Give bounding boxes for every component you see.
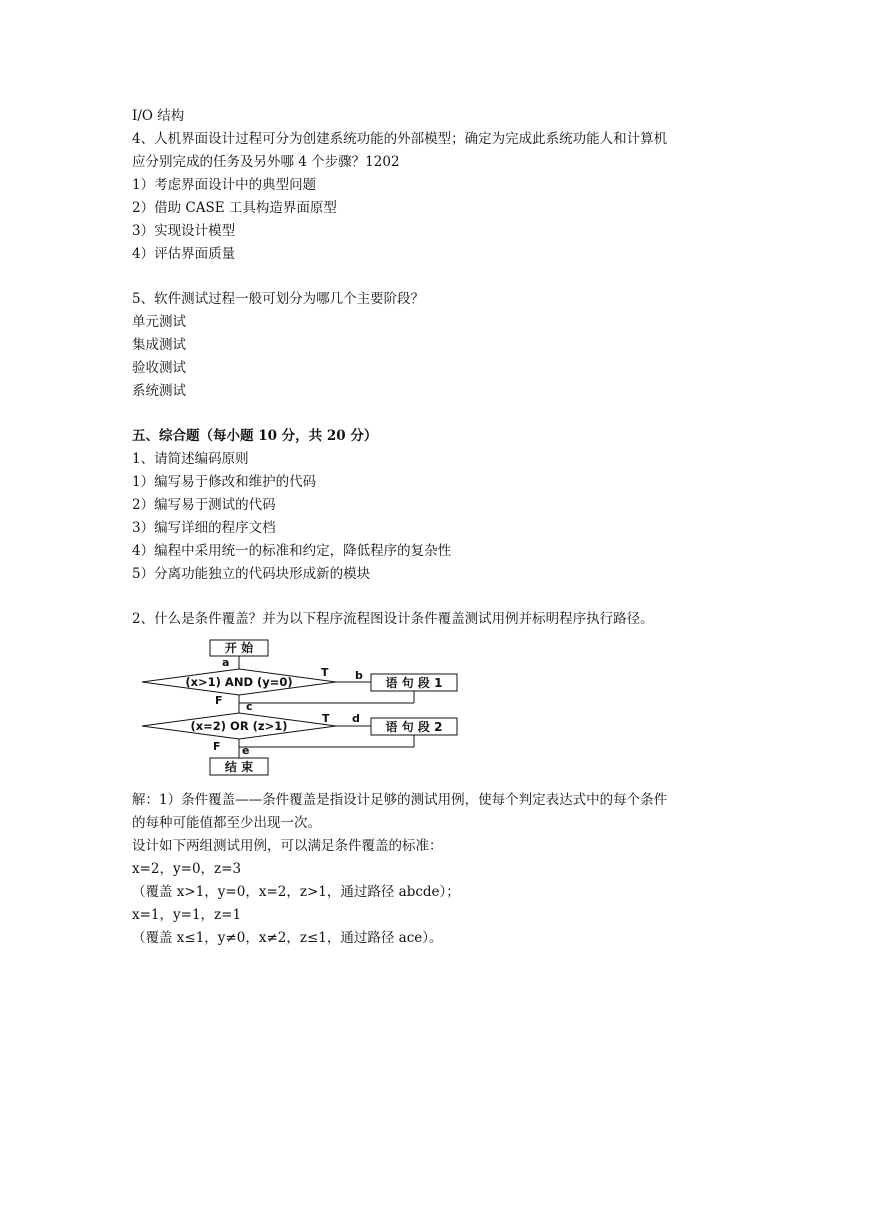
answer-item: 5）分离功能独立的代码块形成新的模块 bbox=[132, 566, 371, 582]
answer-item: 单元测试 bbox=[132, 314, 186, 330]
label-b: b bbox=[355, 669, 363, 682]
answer-item: 2）编写易于测试的代码 bbox=[132, 497, 276, 513]
label-e: e bbox=[242, 744, 250, 757]
true-label-1: T bbox=[321, 666, 329, 679]
answer-item: 集成测试 bbox=[132, 337, 186, 353]
question-4: 4、人机界面设计过程可分为创建系统功能的外部模型；确定为完成此系统功能人和计算机 bbox=[132, 131, 668, 147]
answer-item: 2）借助 CASE 工具构造界面原型 bbox=[132, 200, 337, 216]
answer-definition-cont: 的每种可能值都至少出现一次。 bbox=[132, 815, 321, 831]
answer-item: 4）评估界面质量 bbox=[132, 246, 236, 262]
statement-1-text: 语 句 段 1 bbox=[385, 676, 443, 690]
answer-item: 验收测试 bbox=[132, 360, 186, 376]
answer-text: 设计如下两组测试用例，可以满足条件覆盖的标准： bbox=[132, 838, 443, 854]
answer-item: 3）实现设计模型 bbox=[132, 223, 236, 239]
false-label-2: F bbox=[213, 740, 221, 753]
true-label-2: T bbox=[322, 712, 330, 725]
condition-1-text: (x>1) AND (y=0) bbox=[185, 675, 293, 689]
text-line: I/O 结构 bbox=[132, 108, 185, 124]
false-label-1: F bbox=[215, 694, 223, 707]
test-case-1: x=2，y=0，z=3 bbox=[132, 861, 242, 877]
answer-item: 1）编写易于修改和维护的代码 bbox=[132, 474, 317, 490]
answer-item: 系统测试 bbox=[132, 383, 186, 399]
section-heading: 五、综合题（每小题 10 分，共 20 分） bbox=[132, 428, 378, 444]
condition-2-text: (x=2) OR (z>1) bbox=[190, 719, 288, 733]
end-label: 结 束 bbox=[224, 760, 254, 774]
test-case-2-coverage: （覆盖 x≤1，y≠0，x≠2，z≤1，通过路径 ace）。 bbox=[132, 930, 443, 946]
question-2: 2、什么是条件覆盖？并为以下程序流程图设计条件覆盖测试用例并标明程序执行路径。 bbox=[132, 611, 654, 627]
label-d: d bbox=[352, 712, 360, 725]
start-label: 开 始 bbox=[224, 641, 254, 655]
answer-item: 1）考虑界面设计中的典型问题 bbox=[132, 177, 317, 193]
question-1: 1、请简述编码原则 bbox=[132, 451, 249, 467]
question-4-cont: 应分别完成的任务及另外哪 4 个步骤？1202 bbox=[132, 154, 400, 170]
test-case-2: x=1，y=1，z=1 bbox=[132, 907, 242, 923]
program-flowchart bbox=[138, 636, 468, 780]
test-case-1-coverage: （覆盖 x>1，y=0，x=2，z>1，通过路径 abcde）； bbox=[132, 884, 460, 900]
label-c: c bbox=[246, 700, 253, 713]
label-a: a bbox=[222, 656, 230, 669]
statement-2-text: 语 句 段 2 bbox=[385, 720, 443, 734]
question-5: 5、软件测试过程一般可划分为哪几个主要阶段？ bbox=[132, 291, 425, 307]
answer-definition: 解：1）条件覆盖——条件覆盖是指设计足够的测试用例，使每个判定表达式中的每个条件 bbox=[132, 792, 668, 808]
answer-item: 3）编写详细的程序文档 bbox=[132, 520, 276, 536]
answer-item: 4）编程中采用统一的标准和约定，降低程序的复杂性 bbox=[132, 543, 452, 559]
